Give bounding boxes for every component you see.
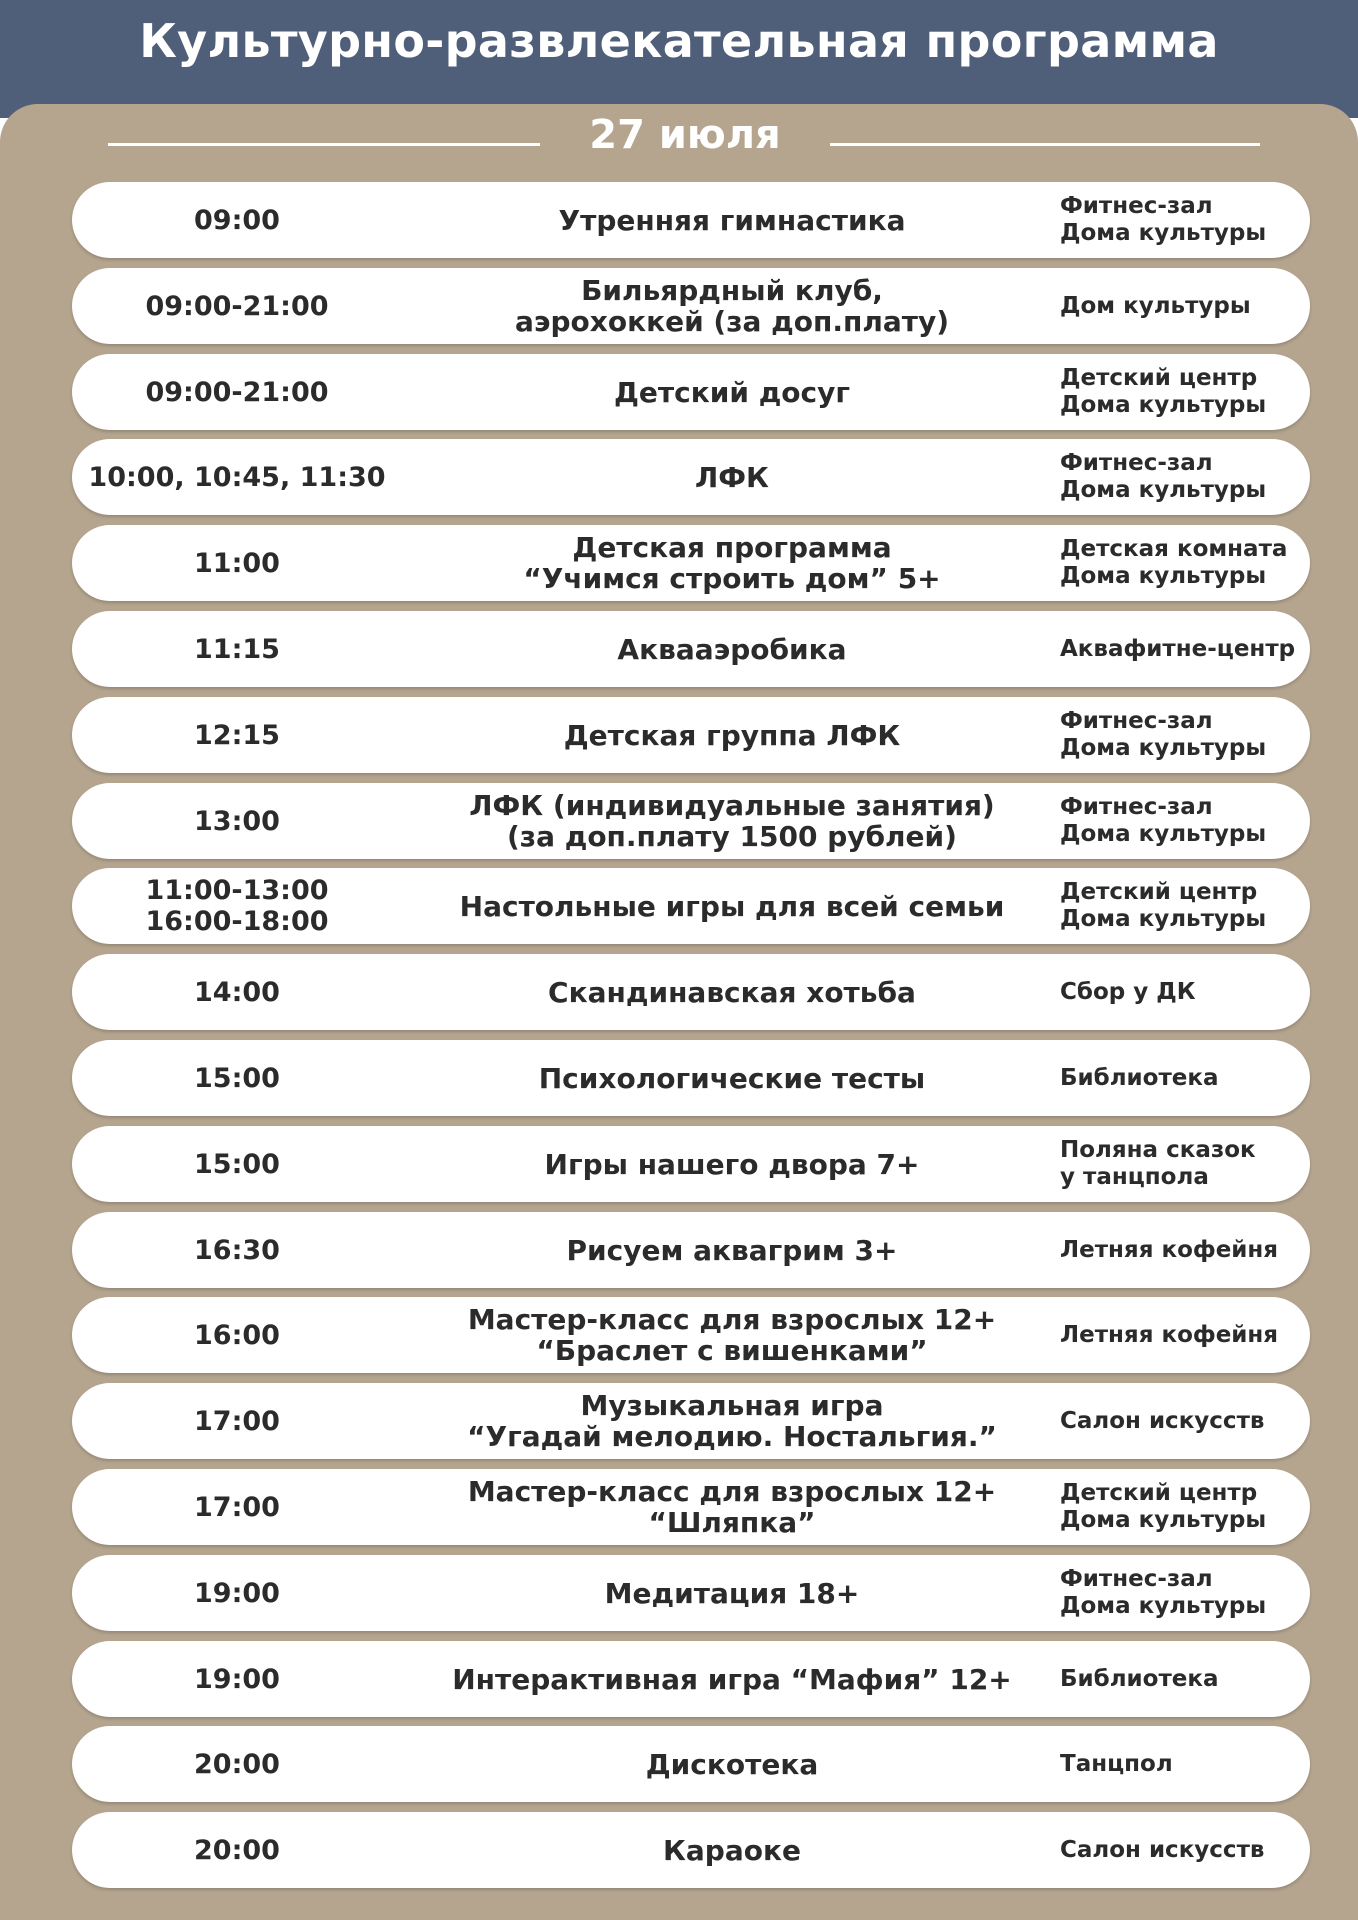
schedule-row	[72, 1555, 1310, 1631]
time-cell	[72, 268, 402, 344]
schedule-row	[72, 1383, 1310, 1459]
time-cell-text: 20:00	[194, 1834, 280, 1866]
schedule-row	[72, 1469, 1310, 1545]
schedule-row	[72, 697, 1310, 773]
time-cell	[72, 1555, 402, 1631]
time-cell-text: 17:00	[194, 1405, 280, 1437]
place-cell-text: Аквафитне-центр	[1060, 635, 1296, 662]
event-cell	[372, 1641, 1092, 1717]
event-cell-text: Детская группа ЛФК	[563, 718, 901, 752]
time-cell-text: 11:00-13:00 16:00-18:00	[145, 875, 329, 937]
event-cell-text: Рисуем аквагрим 3+	[566, 1233, 898, 1267]
place-cell	[1060, 783, 1310, 859]
time-cell	[72, 1040, 402, 1116]
event-cell	[372, 1469, 1092, 1545]
time-cell	[72, 1812, 402, 1888]
event-cell-text: Интерактивная игра “Мафия” 12+	[452, 1662, 1012, 1696]
event-cell	[372, 182, 1092, 258]
event-cell	[372, 525, 1092, 601]
place-cell	[1060, 1469, 1310, 1545]
place-cell-text: Фитнес-зал Дома культуры	[1060, 450, 1267, 503]
place-cell-text: Летняя кофейня	[1060, 1321, 1279, 1348]
time-cell	[72, 783, 402, 859]
place-cell	[1060, 1383, 1310, 1459]
time-cell-text: 20:00	[194, 1748, 280, 1780]
schedule-row	[72, 954, 1310, 1030]
schedule-row	[72, 439, 1310, 515]
time-cell-text: 15:00	[194, 1148, 280, 1180]
time-cell	[72, 439, 402, 515]
schedule-row	[72, 1212, 1310, 1288]
place-cell-text: Библиотека	[1060, 1665, 1219, 1692]
event-cell-text: Детская программа “Учимся строить дом” 5+	[523, 531, 941, 595]
time-cell-text: 19:00	[194, 1663, 280, 1695]
event-cell-text: Настольные игры для всей семьи	[459, 889, 1005, 923]
schedule-row	[72, 1812, 1310, 1888]
place-cell-text: Фитнес-зал Дома культуры	[1060, 193, 1267, 246]
time-cell	[72, 1297, 402, 1373]
event-cell	[372, 1555, 1092, 1631]
place-cell-text: Детский центр Дома культуры	[1060, 1480, 1267, 1533]
event-cell-text: Музыкальная игра “Угадай мелодию. Ностальгия.”	[467, 1389, 997, 1453]
header-bar	[0, 0, 1358, 118]
event-cell	[372, 354, 1092, 430]
event-cell	[372, 697, 1092, 773]
time-cell-text: 16:30	[194, 1234, 280, 1266]
time-cell-text: 17:00	[194, 1491, 280, 1523]
place-cell	[1060, 1812, 1310, 1888]
event-cell-text: Бильярдный клуб, аэрохоккей (за доп.плату)	[515, 274, 949, 338]
event-cell	[372, 1726, 1092, 1802]
place-cell	[1060, 1726, 1310, 1802]
place-cell	[1060, 868, 1310, 944]
place-cell-text: Летняя кофейня	[1060, 1236, 1279, 1263]
time-cell-text: 09:00	[194, 204, 280, 236]
place-cell-text: Салон искусств	[1060, 1836, 1265, 1863]
event-cell	[372, 868, 1092, 944]
schedule-row	[72, 1126, 1310, 1202]
event-cell-text: ЛФК (индивидуальные занятия) (за доп.плату 1500 рублей)	[469, 789, 995, 853]
place-cell-text: Фитнес-зал Дома культуры	[1060, 1566, 1267, 1619]
place-cell-text: Детский центр Дома культуры	[1060, 365, 1267, 418]
time-cell-text: 11:00	[194, 547, 280, 579]
event-cell-text: Скандинавская хотьба	[548, 975, 916, 1009]
event-cell	[372, 954, 1092, 1030]
place-cell	[1060, 1641, 1310, 1717]
event-cell-text: ЛФК	[695, 460, 769, 494]
schedule-row	[72, 868, 1310, 944]
schedule-row	[72, 268, 1310, 344]
schedule-row	[72, 354, 1310, 430]
place-cell	[1060, 1126, 1310, 1202]
time-cell-text: 10:00, 10:45, 11:30	[88, 461, 386, 493]
time-cell-text: 13:00	[194, 805, 280, 837]
schedule-row	[72, 1641, 1310, 1717]
place-cell-text: Библиотека	[1060, 1064, 1219, 1091]
schedule-row	[72, 611, 1310, 687]
event-cell	[372, 1812, 1092, 1888]
place-cell-text: Детская комната Дома культуры	[1060, 536, 1288, 589]
date-divider-left	[108, 143, 540, 146]
time-cell	[72, 868, 402, 944]
date-divider-right	[830, 143, 1260, 146]
place-cell	[1060, 268, 1310, 344]
time-cell	[72, 611, 402, 687]
time-cell	[72, 1212, 402, 1288]
place-cell-text: Поляна сказок у танцпола	[1060, 1137, 1256, 1190]
time-cell	[72, 697, 402, 773]
time-cell-text: 12:15	[194, 719, 280, 751]
place-cell-text: Дом культуры	[1060, 292, 1251, 319]
time-cell-text: 19:00	[194, 1577, 280, 1609]
event-cell-text: Детский досуг	[613, 375, 851, 409]
event-cell-text: Психологические тесты	[538, 1061, 926, 1095]
schedule-row	[72, 182, 1310, 258]
event-cell	[372, 1297, 1092, 1373]
time-cell	[72, 1641, 402, 1717]
event-cell-text: Игры нашего двора 7+	[544, 1147, 920, 1181]
time-cell	[72, 182, 402, 258]
place-cell-text: Салон искусств	[1060, 1407, 1265, 1434]
schedule-row	[72, 1726, 1310, 1802]
date-heading: 27 июля	[589, 112, 781, 158]
place-cell-text: Детский центр Дома культуры	[1060, 879, 1267, 932]
event-cell-text: Утренняя гимнастика	[558, 203, 906, 237]
event-cell-text: Мастер-класс для взрослых 12+ “Шляпка”	[467, 1475, 997, 1539]
event-cell	[372, 439, 1092, 515]
event-cell-text: Аквааэробика	[617, 632, 847, 666]
place-cell	[1060, 1555, 1310, 1631]
place-cell-text: Фитнес-зал Дома культуры	[1060, 794, 1267, 847]
place-cell	[1060, 1212, 1310, 1288]
event-cell-text: Караоке	[663, 1833, 801, 1867]
place-cell	[1060, 1297, 1310, 1373]
place-cell	[1060, 182, 1310, 258]
time-cell-text: 14:00	[194, 976, 280, 1008]
event-cell	[372, 611, 1092, 687]
place-cell	[1060, 354, 1310, 430]
place-cell	[1060, 439, 1310, 515]
place-cell-text: Фитнес-зал Дома культуры	[1060, 708, 1267, 761]
event-cell	[372, 1383, 1092, 1459]
event-cell	[372, 783, 1092, 859]
place-cell	[1060, 697, 1310, 773]
time-cell	[72, 1469, 402, 1545]
time-cell	[72, 1726, 402, 1802]
time-cell	[72, 954, 402, 1030]
schedule-row	[72, 783, 1310, 859]
time-cell	[72, 1126, 402, 1202]
place-cell-text: Танцпол	[1060, 1750, 1173, 1777]
time-cell-text: 09:00-21:00	[145, 376, 329, 408]
schedule-row	[72, 1297, 1310, 1373]
place-cell	[1060, 525, 1310, 601]
place-cell	[1060, 611, 1310, 687]
schedule-row	[72, 525, 1310, 601]
time-cell	[72, 525, 402, 601]
event-cell	[372, 1212, 1092, 1288]
event-cell	[372, 1126, 1092, 1202]
time-cell-text: 11:15	[194, 633, 280, 665]
event-cell	[372, 1040, 1092, 1116]
event-cell	[372, 268, 1092, 344]
time-cell	[72, 354, 402, 430]
page-title: Культурно-развлекательная программа	[139, 14, 1219, 68]
time-cell-text: 09:00-21:00	[145, 290, 329, 322]
event-cell-text: Медитация 18+	[604, 1576, 860, 1610]
schedule-row	[72, 1040, 1310, 1116]
time-cell	[72, 1383, 402, 1459]
place-cell	[1060, 1040, 1310, 1116]
place-cell-text: Сбор у ДК	[1060, 978, 1196, 1005]
event-cell-text: Дискотека	[645, 1747, 819, 1781]
time-cell-text: 16:00	[194, 1319, 280, 1351]
event-cell-text: Мастер-класс для взрослых 12+ “Браслет с вишенками”	[467, 1303, 997, 1367]
time-cell-text: 15:00	[194, 1062, 280, 1094]
place-cell	[1060, 954, 1310, 1030]
